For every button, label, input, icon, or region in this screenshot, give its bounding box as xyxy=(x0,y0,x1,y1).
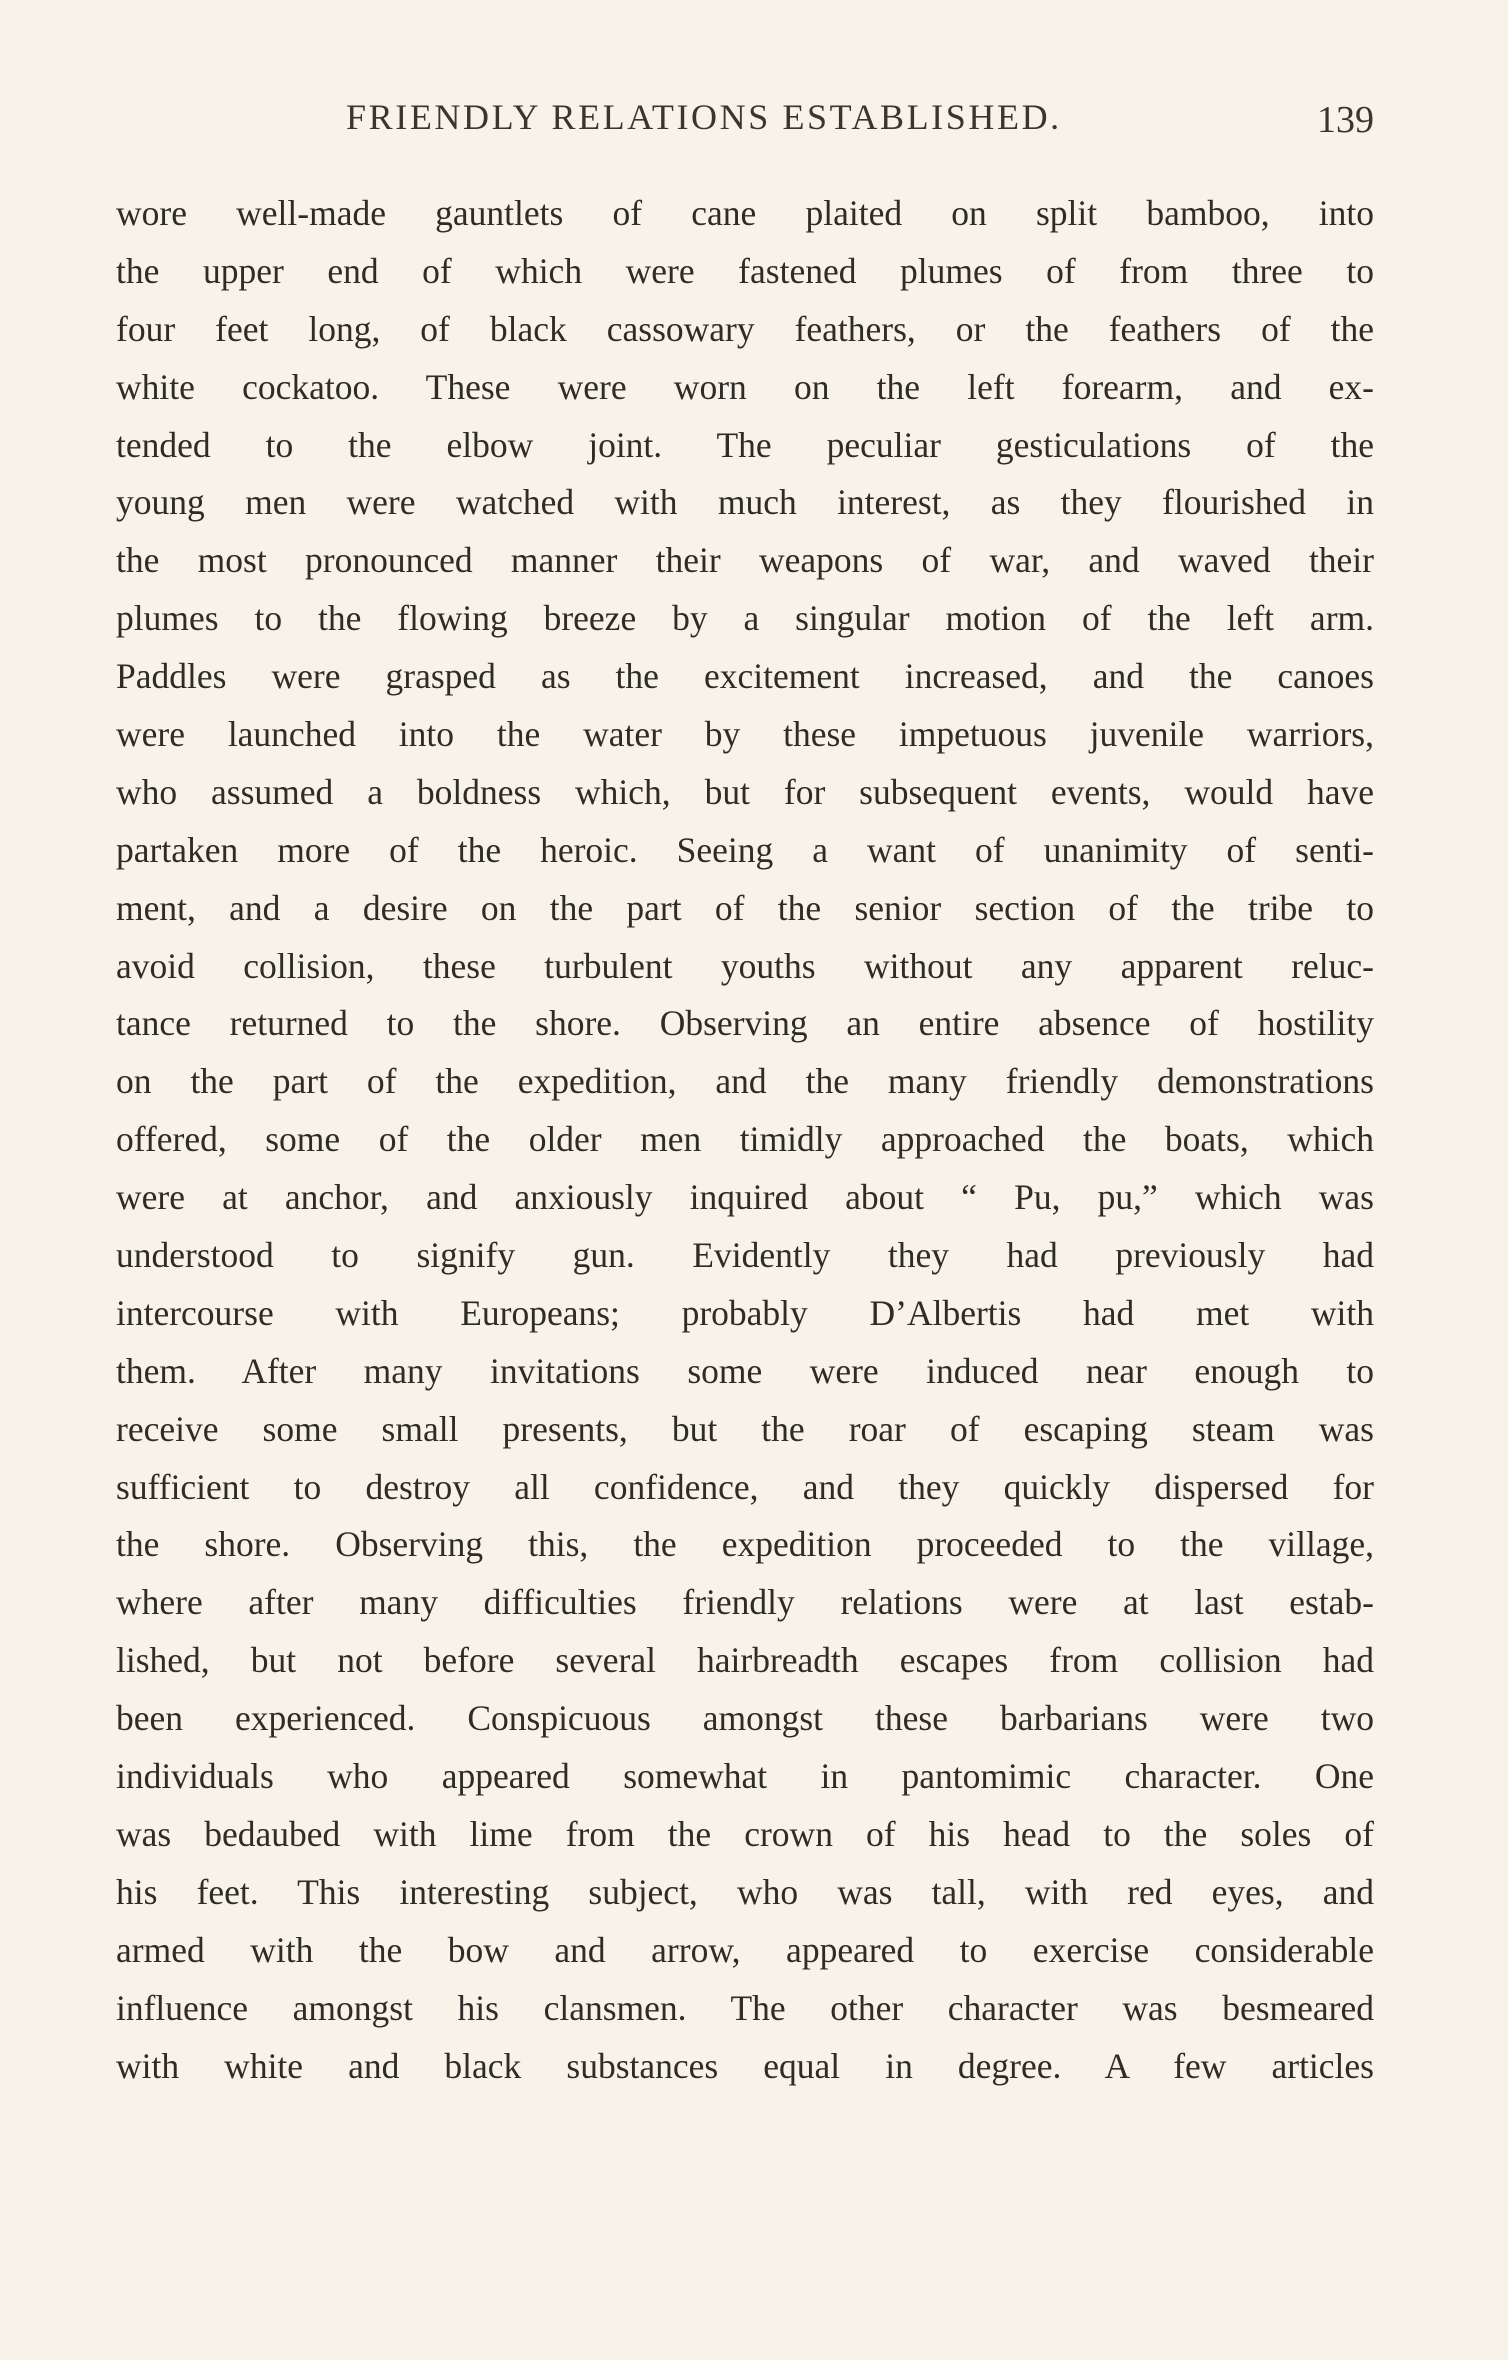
text-line: tance returned to the shore. Observing an entire absence of hostility xyxy=(116,1003,1374,1044)
text-line: receive some small presents, but the roar of escaping steam was xyxy=(116,1408,1374,1449)
text-line: the upper end of which were fastened plumes of from three to xyxy=(116,250,1374,291)
text-line: plumes to the flowing breeze by a singular motion of the left arm. xyxy=(116,598,1374,639)
text-line: tended to the elbow joint. The peculiar gesticulations of the xyxy=(116,424,1374,465)
text-line: was bedaubed with lime from the crown of his head to the soles of xyxy=(116,1813,1374,1854)
text-line: the shore. Observing this, the expedition proceeded to the village, xyxy=(116,1524,1374,1565)
text-line: armed with the bow and arrow, appeared to exercise considerable xyxy=(116,1929,1374,1970)
text-line: were launched into the water by these impetuous juvenile warriors, xyxy=(116,714,1374,755)
text-line: wore well-made gauntlets of cane plaited on split bamboo, into xyxy=(116,193,1374,233)
text-line: sufficient to destroy all confidence, and they quickly dispersed for xyxy=(116,1466,1374,1507)
page-number: 139 xyxy=(1317,99,1374,141)
running-head: FRIENDLY RELATIONS ESTABLISHED. xyxy=(346,97,1062,137)
text-line: where after many difficulties friendly relations were at last estab- xyxy=(116,1582,1374,1623)
text-line: the most pronounced manner their weapons of war, and waved their xyxy=(116,540,1374,581)
text-line: Paddles were grasped as the excitement increased, and the canoes xyxy=(116,656,1374,697)
text-line: four feet long, of black cassowary feathers, or the feathers of the xyxy=(116,308,1374,349)
text-line: on the part of the expedition, and the many friendly demonstrations xyxy=(116,1061,1374,1102)
text-line: individuals who appeared somewhat in pantomimic character. One xyxy=(116,1756,1374,1797)
text-line: been experienced. Conspicuous amongst these barbarians were two xyxy=(116,1698,1374,1739)
text-line: partaken more of the heroic. Seeing a want of unanimity of senti- xyxy=(116,829,1374,870)
text-line: intercourse with Europeans; probably D’Albertis had met with xyxy=(116,1292,1374,1333)
text-line: them. After many invitations some were induced near enough to xyxy=(116,1350,1374,1391)
text-line: offered, some of the older men timidly approached the boats, which xyxy=(116,1119,1374,1160)
text-line: young men were watched with much interest, as they flourished in xyxy=(116,482,1374,523)
page-header xyxy=(116,96,1374,146)
text-line: understood to signify gun. Evidently they had previously had xyxy=(116,1235,1374,1276)
text-line: influence amongst his clansmen. The other character was besmeared xyxy=(116,1987,1374,2028)
text-line: his feet. This interesting subject, who was tall, with red eyes, and xyxy=(116,1871,1374,1912)
body-text xyxy=(116,185,1374,2095)
text-line: white cockatoo. These were worn on the left forearm, and ex- xyxy=(116,366,1374,407)
text-line: ment, and a desire on the part of the senior section of the tribe to xyxy=(116,887,1374,928)
text-line: avoid collision, these turbulent youths without any apparent reluc- xyxy=(116,945,1374,986)
text-line: with white and black substances equal in degree. A few articles xyxy=(116,2045,1374,2086)
text-line: who assumed a boldness which, but for subsequent events, would have xyxy=(116,771,1374,812)
text-line: lished, but not before several hairbreadth escapes from collision had xyxy=(116,1640,1374,1681)
text-line: were at anchor, and anxiously inquired about “ Pu, pu,” which was xyxy=(116,1177,1374,1218)
